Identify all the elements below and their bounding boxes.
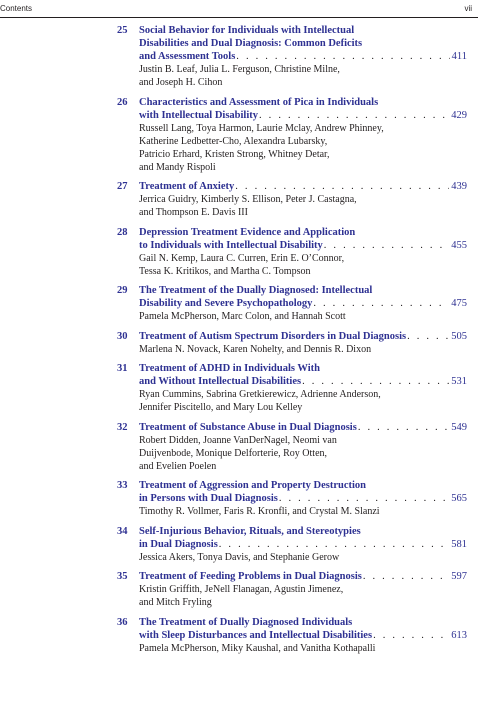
author-line: and Evelien Poelen xyxy=(139,460,217,472)
toc-entry[interactable] xyxy=(117,616,467,655)
chapter-page-number[interactable]: 549 xyxy=(451,421,467,433)
chapter-title-text[interactable]: with Intellectual Disability xyxy=(139,109,259,121)
dot-leader xyxy=(219,538,449,551)
chapter-authors xyxy=(139,193,467,219)
author-line: Timothy R. Vollmer, Faris R. Kronfli, and Crystal M. Slanzi xyxy=(139,506,380,517)
dot-leader xyxy=(279,492,449,505)
chapter-title-line[interactable]: The Treatment of the Dually Diagnosed: Intellectual xyxy=(139,285,373,296)
chapter-authors xyxy=(139,505,467,518)
author-line: and Mitch Fryling xyxy=(139,597,212,608)
author-line: Gail N. Kemp, Laura C. Curren, Erin E. O’Connor, xyxy=(139,252,345,264)
chapter-title-text[interactable]: Treatment of Feeding Problems in Dual Diagnosis xyxy=(139,571,362,582)
author-line: Duijvenbode, Monique Delforterie, Roy Otten, xyxy=(139,447,328,459)
chapter-page-number[interactable]: 565 xyxy=(451,493,467,504)
chapter-title-line[interactable]: Social Behavior for Individuals with Intellectual xyxy=(139,25,355,36)
chapter-authors xyxy=(139,551,467,564)
chapter-title-text[interactable]: Treatment of Anxiety xyxy=(139,181,235,192)
chapter-title-line[interactable]: Depression Treatment Evidence and Application xyxy=(139,226,356,238)
toc-entry[interactable] xyxy=(117,226,467,278)
chapter-page-number[interactable]: 581 xyxy=(451,538,467,550)
chapter-page-number[interactable]: 475 xyxy=(451,298,467,309)
author-line: Jennifer Piscitello, and Mary Lou Kelley xyxy=(139,402,303,413)
dot-leader xyxy=(313,297,449,310)
dot-leader xyxy=(259,109,449,122)
author-line: Jessica Akers, Tonya Davis, and Stephanie Gerow xyxy=(139,551,340,563)
chapter-number: 31 xyxy=(117,363,128,374)
chapter-number: 26 xyxy=(117,96,128,108)
chapter-title-line[interactable] xyxy=(139,375,467,388)
running-head-section: Contents xyxy=(0,4,33,13)
chapter-page-number[interactable]: 411 xyxy=(451,51,467,62)
chapter-title-line[interactable] xyxy=(139,180,467,193)
author-line: Patricio Erhard, Kristen Strong, Whitney Detar, xyxy=(139,148,330,160)
chapter-title-text[interactable]: and Without Intellectual Disabilities xyxy=(139,376,302,387)
chapter-number: 36 xyxy=(117,616,128,628)
chapter-title-text[interactable]: in Dual Diagnosis xyxy=(139,538,218,550)
chapter-title-line[interactable] xyxy=(139,538,467,551)
chapter-title-line[interactable]: Treatment of ADHD in Individuals With xyxy=(139,363,320,374)
chapter-number: 33 xyxy=(117,480,128,491)
chapter-title-text[interactable]: Disability and Severe Psychopathology xyxy=(139,298,313,309)
dot-leader xyxy=(363,570,449,583)
author-line: Kristin Griffith, JeNell Flanagan, Agustin Jimenez, xyxy=(139,584,344,595)
author-line: Justin B. Leaf, Julia L. Ferguson, Christine Milne, xyxy=(139,64,340,75)
chapter-number: 34 xyxy=(117,525,128,537)
chapter-title-line[interactable] xyxy=(139,239,467,252)
chapter-authors xyxy=(139,252,467,278)
author-line: and Thompson E. Davis III xyxy=(139,207,248,218)
author-line: and Joseph H. Cihon xyxy=(139,77,223,88)
toc-entry[interactable] xyxy=(117,330,467,356)
toc-entry[interactable] xyxy=(117,525,467,564)
author-line: Russell Lang, Toya Harmon, Laurie Mclay, Andrew Phinney, xyxy=(139,122,384,134)
dot-leader xyxy=(407,330,449,343)
chapter-title-line[interactable]: Self-Injurious Behavior, Rituals, and Stereotypies xyxy=(139,525,361,537)
chapter-title-line[interactable] xyxy=(139,330,467,343)
chapter-title-line[interactable] xyxy=(139,109,467,122)
chapter-title-text[interactable]: with Sleep Disturbances and Intellectual Disabilities xyxy=(139,629,373,641)
toc-entry[interactable] xyxy=(117,570,467,609)
chapter-title-line[interactable]: Disabilities and Dual Diagnosis: Common Deficits xyxy=(139,38,363,49)
chapter-title-line[interactable]: The Treatment of Dually Diagnosed Individuals xyxy=(139,616,353,628)
chapter-authors xyxy=(139,310,467,323)
chapter-authors xyxy=(139,434,467,473)
chapter-page-number[interactable]: 505 xyxy=(451,330,467,342)
author-line: Katherine Ledbetter-Cho, Alexandra Lubarsky, xyxy=(139,135,328,147)
chapter-title-line[interactable] xyxy=(139,492,467,505)
chapter-title-line[interactable]: Characteristics and Assessment of Pica in Individuals xyxy=(139,96,379,108)
author-line: Jerrica Guidry, Kimberly S. Ellison, Peter J. Castagna, xyxy=(139,194,357,205)
chapter-authors xyxy=(139,122,467,174)
chapter-number: 27 xyxy=(117,181,128,192)
toc-entry[interactable] xyxy=(117,180,467,219)
toc-entry[interactable] xyxy=(117,284,467,323)
dot-leader xyxy=(302,375,449,388)
chapter-title-text[interactable]: Treatment of Substance Abuse in Dual Diagnosis xyxy=(139,421,357,433)
author-line: Marlena N. Novack, Karen Nohelty, and Dennis R. Dixon xyxy=(139,343,372,355)
chapter-title-line[interactable] xyxy=(139,50,467,63)
toc-entry[interactable] xyxy=(117,362,467,414)
table-of-contents xyxy=(117,24,467,661)
toc-entry[interactable] xyxy=(117,96,467,174)
chapter-title-text[interactable]: to Individuals with Intellectual Disability xyxy=(139,239,323,251)
toc-entry[interactable] xyxy=(117,24,467,89)
chapter-title-line[interactable] xyxy=(139,421,467,434)
author-line: Pamela McPherson, Marc Colon, and Hannah Scott xyxy=(139,311,346,322)
author-line: Pamela McPherson, Miky Kaushal, and Vanitha Kothapalli xyxy=(139,642,376,654)
chapter-title-line[interactable] xyxy=(139,297,467,310)
chapter-title-line[interactable] xyxy=(139,629,467,642)
chapter-title-text[interactable]: Treatment of Autism Spectrum Disorders in Dual Diagnosis xyxy=(139,330,407,342)
chapter-authors xyxy=(139,388,467,414)
chapter-page-number[interactable]: 597 xyxy=(451,571,467,582)
toc-entry[interactable] xyxy=(117,479,467,518)
chapter-page-number[interactable]: 439 xyxy=(451,181,467,192)
chapter-authors xyxy=(139,642,467,655)
author-line: Tessa K. Kritikos, and Martha C. Tompson xyxy=(139,265,311,277)
chapter-number: 28 xyxy=(117,226,128,238)
chapter-page-number[interactable]: 455 xyxy=(451,239,467,251)
chapter-authors xyxy=(139,343,467,356)
chapter-number: 32 xyxy=(117,421,128,433)
toc-entry[interactable] xyxy=(117,421,467,473)
chapter-title-line[interactable] xyxy=(139,570,467,583)
page-header xyxy=(0,0,478,18)
author-line: Ryan Cummins, Sabrina Gretkierewicz, Adrienne Anderson, xyxy=(139,389,381,400)
author-line: and Mandy Rispoli xyxy=(139,161,216,173)
chapter-title-text[interactable]: in Persons with Dual Diagnosis xyxy=(139,493,278,504)
dot-leader xyxy=(324,239,449,252)
chapter-authors xyxy=(139,583,467,609)
chapter-title-text[interactable]: and Assessment Tools xyxy=(139,51,236,62)
dot-leader xyxy=(358,421,449,434)
chapter-page-number[interactable]: 531 xyxy=(451,376,467,387)
chapter-number: 30 xyxy=(117,330,128,342)
dot-leader xyxy=(236,50,449,63)
chapter-authors xyxy=(139,63,467,89)
dot-leader xyxy=(373,629,449,642)
chapter-page-number[interactable]: 429 xyxy=(451,109,467,121)
chapter-page-number[interactable]: 613 xyxy=(451,629,467,641)
author-line: Robert Didden, Joanne VanDerNagel, Neomi van xyxy=(139,434,337,446)
chapter-number: 29 xyxy=(117,285,128,296)
chapter-number: 25 xyxy=(117,25,128,36)
chapter-title-line[interactable]: Treatment of Aggression and Property Destruction xyxy=(139,480,366,491)
page-number: vii xyxy=(464,4,472,13)
chapter-number: 35 xyxy=(117,571,128,582)
dot-leader xyxy=(235,180,449,193)
